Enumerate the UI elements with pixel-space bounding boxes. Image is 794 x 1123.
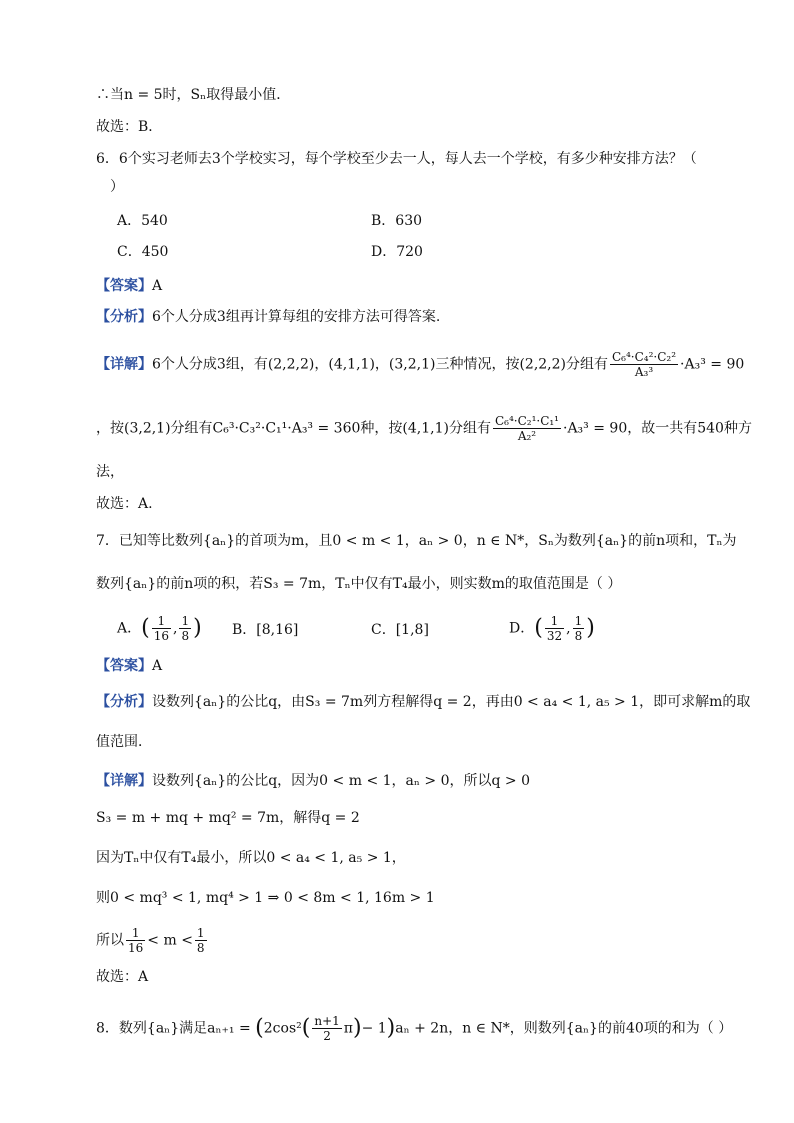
- q6-option-c: C．450: [117, 244, 169, 260]
- fraction-numerator: n+1: [314, 1014, 340, 1028]
- fraction-denominator: 16: [128, 941, 144, 955]
- detail-text-a: 6个人分成3组，有(2,2,2)，(4,1,1)，(3,2,1)三种情况，按(2,2,2)分组有: [152, 356, 608, 373]
- q7-option-b: B．[8,16]: [232, 622, 299, 638]
- fraction-numerator: 1: [126, 926, 145, 941]
- q7-option-a: A．( $\frac{1}{16}$ , $\frac{1}{8}$ ): [117, 614, 202, 643]
- q7-option-c: C．[1,8]: [371, 622, 429, 638]
- fraction-denominator: 2: [323, 1029, 331, 1043]
- paren-open: (: [141, 615, 150, 641]
- fraction: [152, 614, 171, 643]
- fraction: [545, 614, 564, 643]
- analysis-tag: 【分析】: [96, 694, 152, 710]
- detail-text-b: ·A₃³ = 90: [680, 356, 745, 373]
- q7-option-d: D．( $\frac{1}{32}$ , $\frac{1}{8}$ ): [509, 614, 595, 643]
- answer-tag: 【答案】: [96, 278, 152, 294]
- fraction: [610, 350, 678, 379]
- q6-option-d: D．720: [371, 244, 423, 260]
- detail-tag: 【详解】: [96, 356, 152, 373]
- q7-detail-line1: [96, 771, 530, 791]
- analysis-text: 设数列{aₙ}的公比q，由S₃ = 7m列方程解得q = 2，再由0 < a₄ < 1, a₅ > 1，即可求解m的取: [152, 694, 751, 710]
- fraction: [195, 926, 207, 955]
- q8-cos-term: 2cos²: [263, 1020, 302, 1037]
- fraction-denominator: 32: [546, 629, 563, 643]
- q5-conclusion: ∴当n = 5时，Sₙ取得最小值．: [96, 87, 291, 103]
- paren-close: ): [586, 615, 595, 641]
- q7-detail-line3: 因为Tₙ中仅有T₄最小，所以0 < a₄ < 1, a₅ > 1，: [96, 850, 406, 866]
- answer-tag: 【答案】: [96, 658, 152, 674]
- q7-analysis-line1: [96, 692, 750, 712]
- fraction-numerator: 1: [152, 614, 171, 629]
- answer-value: A: [152, 278, 163, 294]
- detail-text-b: < m <: [147, 932, 193, 949]
- fraction-denominator: 8: [196, 941, 205, 955]
- fraction: [312, 1014, 341, 1043]
- detail-text-a: ，按(3,2,1)分组有C₆³·C₃²·C₁¹·A₃³ = 360种，按(4,1,1)分组有: [96, 420, 491, 437]
- q7-detail-line5: [96, 926, 209, 955]
- q6-detail-line2: [96, 414, 752, 443]
- paren-open: (: [255, 1015, 264, 1041]
- q8-pi: π: [343, 1020, 353, 1037]
- paren-open: (: [301, 1015, 311, 1041]
- q7-stem-line2: 数列{aₙ}的前n项的积，若S₃ = 7m，Tₙ中仅有T₄最小，则实数m的取值范围是（ ）: [96, 576, 622, 592]
- option-label: A．: [117, 620, 142, 637]
- option-label: D．: [509, 620, 535, 637]
- paren-open: (: [534, 615, 543, 641]
- q6-detail-line3: 法，: [96, 464, 124, 480]
- paren-close: ): [386, 1015, 396, 1041]
- q5-choose: 故选：B．: [96, 119, 163, 135]
- fraction-numerator: 1: [545, 614, 564, 629]
- fraction-denominator: A₂²: [517, 429, 537, 443]
- q6-detail-line1: [96, 350, 744, 379]
- fraction: [493, 414, 561, 443]
- answer-value: A: [152, 658, 163, 674]
- q8-stem-b: aₙ + 2n，n ∈ N*，则数列{aₙ}的前40项的和为（ ）: [395, 1020, 733, 1037]
- fraction-denominator: 16: [153, 629, 169, 643]
- fraction: [126, 926, 145, 955]
- q8-stem-a: 8．数列{aₙ}满足aₙ₊₁ =: [96, 1020, 251, 1037]
- q7-detail-line4: 则0 < mq³ < 1, mq⁴ > 1 ⇒ 0 < 8m < 1, 16m > 1: [96, 890, 435, 906]
- fraction-numerator: C₆⁴·C₄²·C₂²: [612, 350, 677, 364]
- q6-stem-cont: ）: [110, 179, 124, 195]
- paren-close: ): [193, 615, 202, 641]
- detail-tag: 【详解】: [96, 773, 152, 789]
- detail-text-b: ·A₃³ = 90，故一共有540种方: [563, 420, 752, 437]
- paren-close: ): [352, 1015, 362, 1041]
- q7-choose: 故选：A: [96, 969, 149, 985]
- q8-minus-one: − 1: [361, 1020, 387, 1037]
- fraction-numerator: 1: [574, 614, 583, 628]
- q6-answer: [96, 276, 162, 296]
- q6-stem: 6．6个实习老师去3个学校实习，每个学校至少去一人，每人去一个学校，有多少种安排方法？（: [96, 151, 697, 167]
- fraction-denominator: A₃³: [634, 365, 654, 379]
- q6-choose: 故选：A.: [96, 496, 153, 512]
- fraction-denominator: 8: [574, 629, 583, 643]
- fraction-denominator: 8: [181, 629, 190, 643]
- fraction: [179, 614, 191, 643]
- q6-option-a: A．540: [117, 213, 168, 229]
- fraction: [573, 614, 585, 643]
- analysis-tag: 【分析】: [96, 309, 152, 325]
- fraction-numerator: 1: [181, 614, 190, 628]
- q8-stem: [96, 1014, 732, 1043]
- q7-analysis-line2: 值范围．: [96, 734, 152, 750]
- q7-detail-line2: S₃ = m + mq + mq² = 7m，解得q = 2: [96, 810, 360, 826]
- q6-option-b: B．630: [371, 213, 423, 229]
- analysis-text: 6个人分成3组再计算每组的安排方法可得答案.: [152, 309, 441, 325]
- detail-text: 设数列{aₙ}的公比q，因为0 < m < 1，aₙ > 0，所以q > 0: [152, 773, 530, 789]
- fraction-numerator: C₆⁴·C₂¹·C₁¹: [494, 414, 559, 428]
- q7-stem-line1: 7．已知等比数列{aₙ}的首项为m，且0 < m < 1，aₙ > 0，n ∈ N*，Sₙ为数列{aₙ}的前n项和，Tₙ为: [96, 533, 737, 549]
- q6-analysis: [96, 307, 440, 327]
- detail-text-a: 所以: [96, 932, 124, 949]
- fraction-numerator: 1: [196, 926, 205, 940]
- q7-answer: [96, 656, 162, 676]
